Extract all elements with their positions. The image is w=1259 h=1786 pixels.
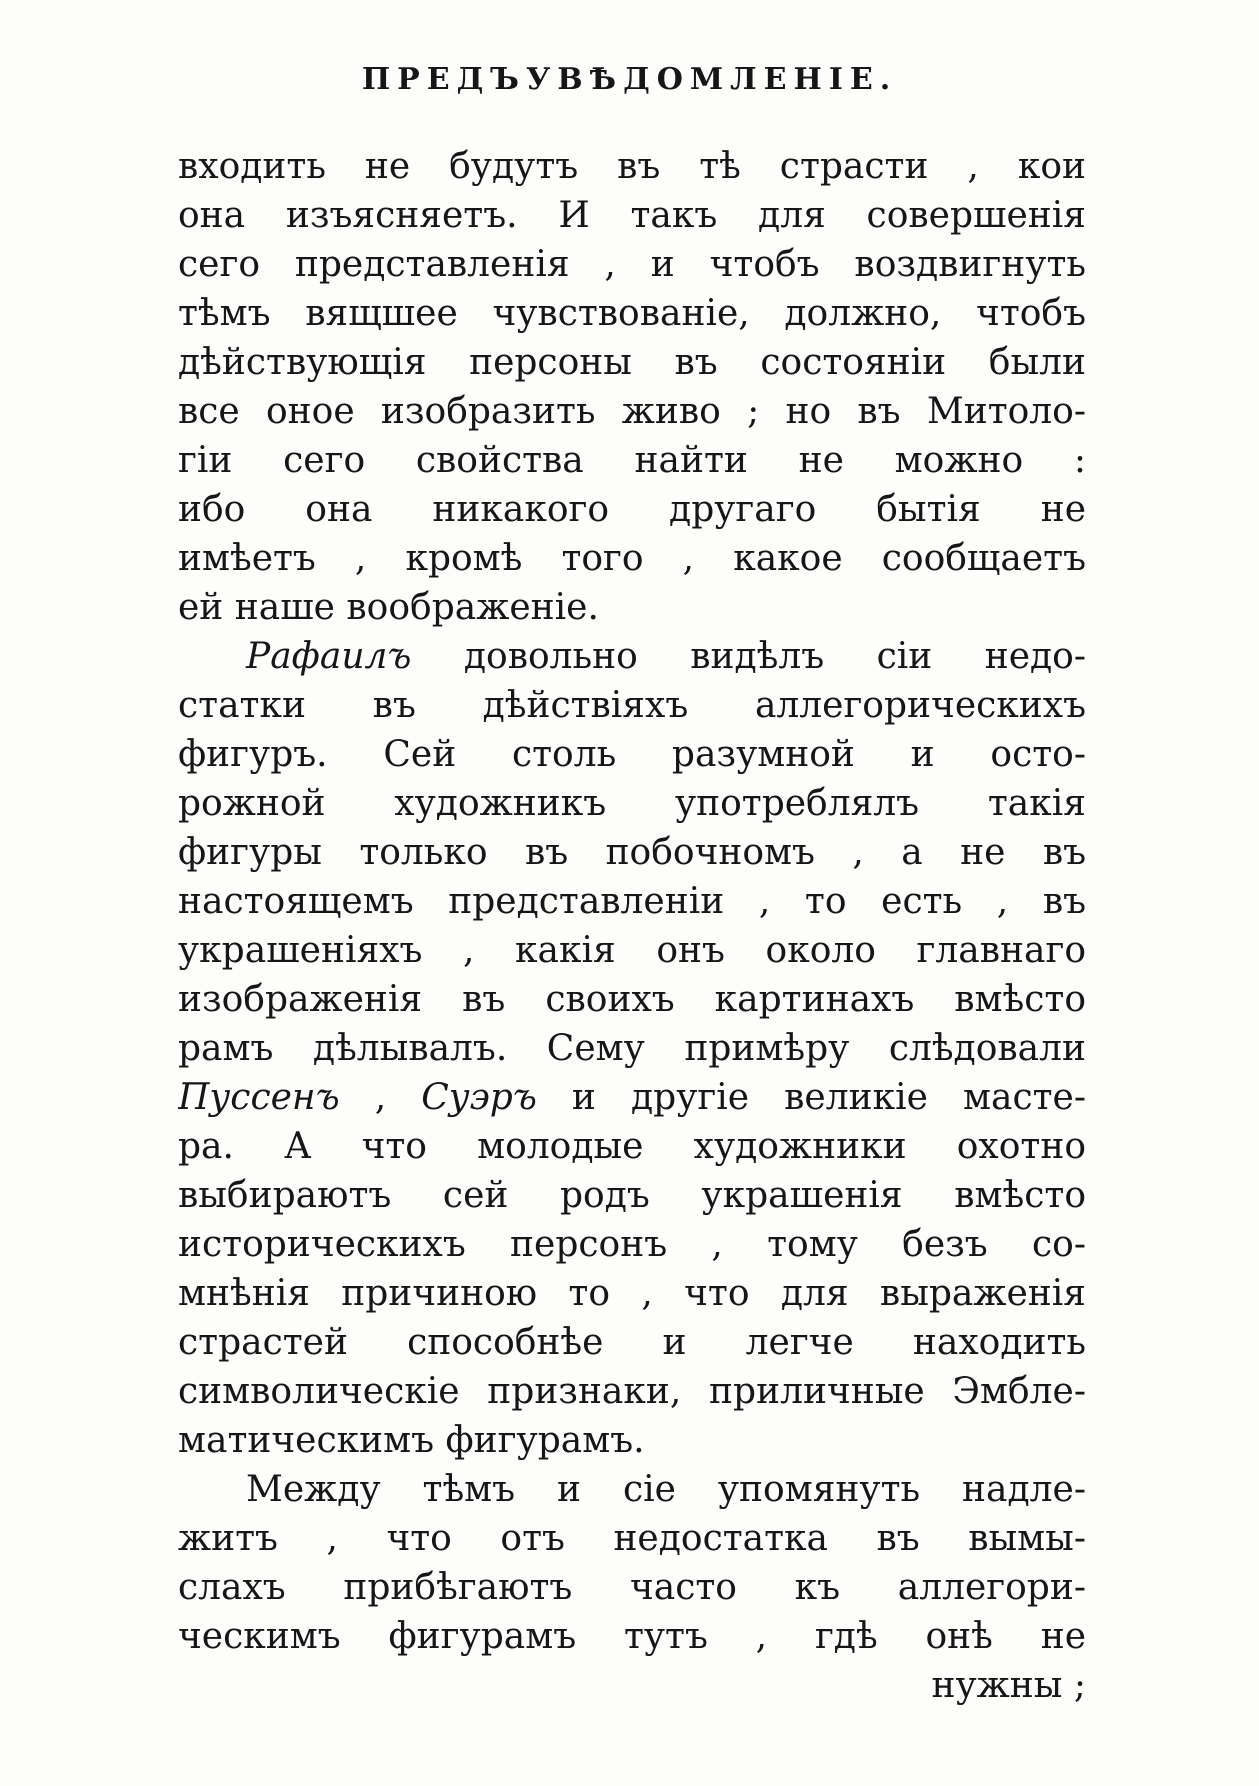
text-line: рожной художникъ употреблялъ такія (178, 783, 1086, 824)
catchword: нужны ; (931, 1665, 1086, 1706)
text-line: фигуры только въ побочномъ , а не въ (178, 832, 1086, 873)
text-line: она изъясняетъ. И такъ для совершенія (178, 195, 1086, 236)
proper-name: Рафаилъ (246, 636, 412, 677)
text-line: украшеніяхъ , какія онъ около главнаго (178, 930, 1086, 971)
text-line: житъ , что отъ недостатка въ вымы- (178, 1518, 1086, 1559)
text-line: сего представленія , и чтобъ воздвигнуть (178, 244, 1086, 285)
text-line: имѣетъ , кромѣ того , какое сообщаетъ (178, 538, 1086, 579)
running-head: ПРЕДЪУВѢДОМЛЕНІЕ. (361, 62, 898, 97)
text-line: слахъ прибѣгаютъ часто къ аллегори- (178, 1567, 1086, 1608)
text-line: ибо она никакого другаго бытія не (178, 489, 1086, 530)
text-line: матическимъ фигурамъ. (178, 1420, 645, 1461)
text-line: все оное изобразить живо ; но въ Митоло- (178, 391, 1086, 432)
text-line: Между тѣмъ и сіе упомянуть надле- (246, 1469, 1086, 1510)
text-line: дѣйствующія персоны въ состояніи были (178, 342, 1086, 383)
text-line: страстей способнѣе и легче находить (178, 1322, 1086, 1363)
text-line: историческихъ персонъ , тому безъ со- (178, 1224, 1086, 1265)
text-line: Пуссенъ , Суэръ и другіе великіе масте- (178, 1077, 1086, 1118)
text-line: гіи сего свойства найти не можно : (178, 440, 1086, 481)
text-line: мнѣнія причиною то , что для выраженія (178, 1273, 1086, 1314)
text-line: выбираютъ сей родъ украшенія вмѣсто (178, 1175, 1086, 1216)
text-line: рамъ дѣлывалъ. Сему примѣру слѣдовали (178, 1028, 1086, 1069)
text-line: символическіе признаки, приличные Эмбле- (178, 1371, 1086, 1412)
text-line: ей наше воображеніе. (178, 587, 599, 628)
proper-name: Пуссенъ (178, 1077, 340, 1118)
text-line: фигуръ. Сей столь разумной и осто- (178, 734, 1086, 775)
text-line: изображенія въ своихъ картинахъ вмѣсто (178, 979, 1086, 1020)
text-line: настоящемъ представленіи , то есть , въ (178, 881, 1086, 922)
proper-name: Суэръ (421, 1077, 537, 1118)
text-line: статки въ дѣйствіяхъ аллегорическихъ (178, 685, 1086, 726)
body-text (178, 142, 1086, 1710)
text-line: тѣмъ вящшее чувствованіе, должно, чтобъ (178, 293, 1086, 334)
text-line: ра. А что молодые художники охотно (178, 1126, 1086, 1167)
text-line: входить не будутъ въ тѣ страсти , кои (178, 146, 1086, 187)
text-line: ческимъ фигурамъ тутъ , гдѣ онѣ не (178, 1616, 1086, 1657)
text-line: Рафаилъ довольно видѣлъ сіи недо- (246, 636, 1086, 677)
